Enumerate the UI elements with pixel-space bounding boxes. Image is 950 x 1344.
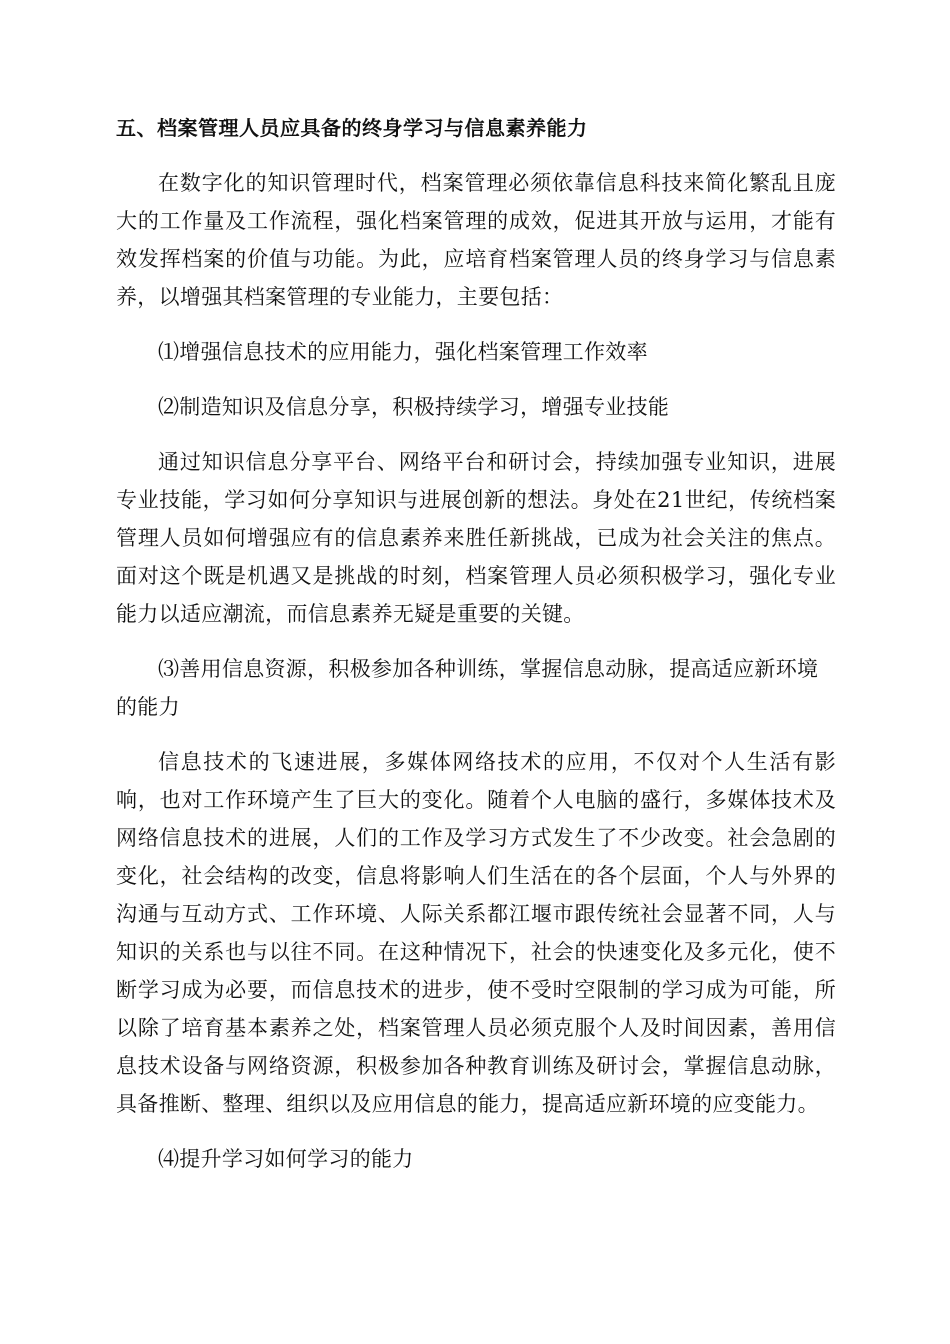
list-item-2: ⑵制造知识及信息分享，积极持续学习，增强专业技能	[158, 395, 670, 419]
section-heading: 五、档案管理人员应具备的终身学习与信息素养能力	[116, 116, 588, 140]
paragraph-information-technology: 信息技术的飞速进展，多媒体网络技术的应用，不仅对个人生活有影响，也对工作环境产生了巨大的变化。随着个人电脑的盛行，多媒体技术及网络信息技术的进展，人们的工作及学习方式发生了不少改变。社会急剧的变化，社会结构的改变，信息将影响人们生活在的各个层面，个人与外界的沟通与互动方式、工作环境、人际关系都江堰市跟传统社会显著不同，人与知识的关系也与以往不同。在这种情况下，社会的快速变化及多元化，使不断学习成为必要，而信息技术的进步，使不受时空限制的学习成为可能，所以除了培育基本素养之处，档案管理人员必须克服个人及时间因素，善用信息技术设备与网络资源，积极参加各种教育训练及研讨会，掌握信息动脉，具备推断、整理、组织以及应用信息的能力，提高适应新环境的应变能力。	[116, 750, 836, 1116]
list-item-1: ⑴增强信息技术的应用能力，强化档案管理工作效率	[158, 340, 648, 364]
list-item-3: ⑶善用信息资源，积极参加各种训练，掌握信息动脉，提高适应新环境的能力	[116, 657, 819, 719]
document-page	[116, 110, 836, 1195]
paragraph-knowledge-sharing: 通过知识信息分享平台、网络平台和研讨会，持续加强专业知识，进展专业技能，学习如何分享知识与进展创新的想法。身处在21世纪，传统档案管理人员如何增强应有的信息素养来胜任新挑战，已成为社会关注的焦点。面对这个既是机遇又是挑战的时刻，档案管理人员必须积极学习，强化专业能力以适应潮流，而信息素养无疑是重要的关键。	[116, 450, 836, 626]
paragraph-intro: 在数字化的知识管理时代，档案管理必须依靠信息科技来简化繁乱且庞大的工作量及工作流程，强化档案管理的成效，促进其开放与运用，才能有效发挥档案的价值与功能。为此，应培育档案管理人员的终身学习与信息素养，以增强其档案管理的专业能力，主要包括：	[116, 171, 836, 309]
list-item-4: ⑷提升学习如何学习的能力	[158, 1147, 414, 1171]
